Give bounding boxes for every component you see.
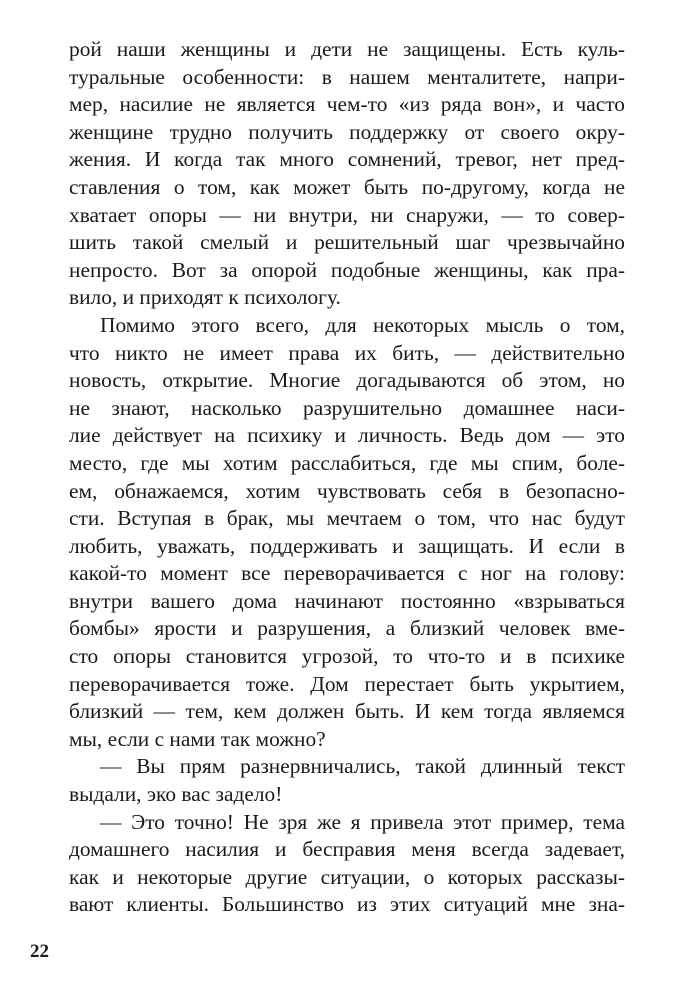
text-line: переворачивается тоже. Дом перестает быть укрытием, — [69, 671, 625, 696]
text-line: что никто не имеет права их бить, — действительно — [69, 340, 625, 365]
page-number: 22 — [30, 941, 49, 962]
text-line: ем, обнажаемся, хотим чувствовать себя в безопасно- — [69, 478, 625, 503]
text-line: близкий — тем, кем должен быть. И кем тогда являемся — [69, 699, 625, 724]
text-line: мер, насилие не является чем-то «из ряда вон», и часто — [69, 92, 625, 117]
text-line: мы, если с нами так можно? — [69, 726, 326, 751]
text-line: новость, открытие. Многие догадываются об этом, но — [69, 368, 625, 393]
text-line: непросто. Вот за опорой подобные женщины, как пра- — [69, 257, 625, 282]
text-line: место, где мы хотим расслабиться, где мы спим, боле- — [69, 450, 625, 475]
text-line: сти. Вступая в брак, мы мечтаем о том, что нас будут — [69, 506, 625, 531]
text-line: не знают, насколько разрушительно домашнее наси- — [69, 395, 625, 420]
text-line: рой наши женщины и дети не защищены. Есть куль- — [69, 37, 625, 61]
text-line: хватает опоры — ни внутри, ни снаружи, — то совер- — [69, 202, 625, 227]
text-line: выдали, эко вас задело! — [69, 782, 283, 807]
text-line: бомбы» ярости и разрушения, а близкий человек вме- — [69, 616, 625, 641]
text-line: вило, и приходят к психологу. — [69, 285, 341, 310]
text-line: лие действует на психику и личность. Ведь дом — это — [69, 423, 625, 448]
text-line: жения. И когда так много сомнений, тревог, нет пред- — [69, 147, 625, 172]
text-line: какой-то момент все переворачивается с ног на голову: — [69, 561, 625, 586]
page-text-block — [69, 36, 625, 919]
text-line: женщине трудно получить поддержку от своего окру- — [69, 119, 625, 144]
text-line: вают клиенты. Большинство из этих ситуаций мне зна- — [69, 892, 625, 917]
text-line: как и некоторые другие ситуации, о которых рассказы- — [69, 864, 625, 889]
text-line: внутри вашего дома начинают постоянно «взрываться — [69, 588, 625, 613]
text-line: — Вы прям разнервничались, такой длинный текст — [100, 754, 625, 779]
text-line: — Это точно! Не зря же я привела этот пример, тема — [100, 809, 625, 834]
text-line: ставления о том, как может быть по-другому, когда не — [69, 174, 625, 199]
text-line: сто опоры становится угрозой, то что-то и в психике — [69, 644, 625, 669]
text-line: туральные особенности: в нашем менталитете, напри- — [69, 64, 625, 89]
text-line: шить такой смелый и решительный шаг чрезвычайно — [69, 230, 625, 255]
text-line: домашнего насилия и бесправия меня всегда задевает, — [69, 837, 625, 862]
text-line: любить, уважать, поддерживать и защищать. И если в — [69, 533, 625, 558]
text-line: Помимо этого всего, для некоторых мысль о том, — [100, 312, 625, 337]
